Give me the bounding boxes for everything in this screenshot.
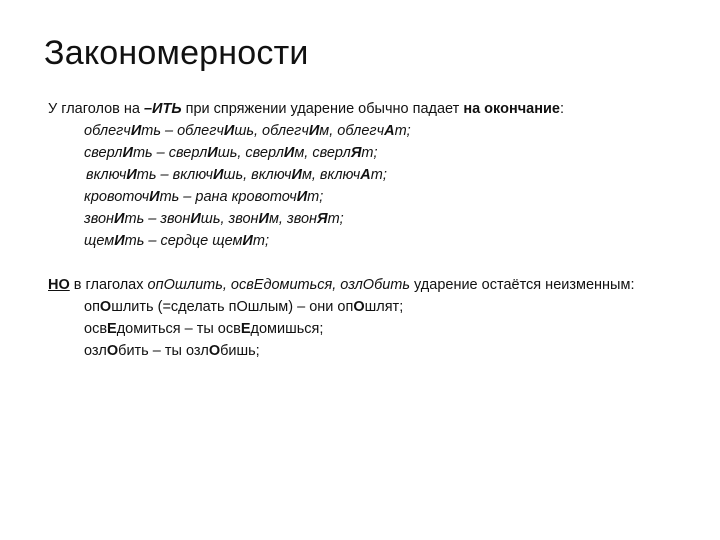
example-text: шлить (=сделать пОшлым) – они оп — [111, 299, 354, 315]
rule-text-middle: при спряжении ударение обычно падает — [181, 101, 464, 117]
example-text: м, включ — [301, 167, 361, 183]
example-text: м, облегч — [319, 123, 385, 139]
rule-emphasis-na: на — [463, 101, 481, 117]
example-text: осв — [84, 321, 108, 337]
example-text: т; — [252, 233, 269, 249]
example-text: включ — [86, 167, 127, 183]
stressed-letter: О — [208, 343, 221, 359]
example-line — [84, 230, 680, 252]
example-text: ть – сердце щем — [124, 233, 243, 249]
example-text: ть – сверл — [132, 145, 208, 161]
spacer — [48, 252, 680, 274]
example-text: оп — [84, 299, 100, 315]
stressed-letter: И — [283, 145, 295, 161]
example-text: т; — [394, 123, 411, 139]
example-line — [84, 208, 680, 230]
example-text: шь, облегч — [234, 123, 309, 139]
example-text: щем — [84, 233, 115, 249]
rule-examples-list — [48, 120, 680, 252]
stressed-letter: А — [360, 167, 371, 183]
stressed-letter: О — [353, 299, 365, 315]
stressed-letter: О — [99, 299, 112, 315]
stressed-letter: Е — [107, 321, 117, 337]
exception-paragraph — [48, 274, 680, 296]
example-line — [84, 142, 680, 164]
exception-verbs: опОшлить, освЕдомиться, озлОбить — [147, 277, 410, 293]
stressed-letter: Я — [350, 145, 362, 161]
stressed-letter: И — [291, 167, 302, 183]
exception-examples-list — [48, 296, 680, 362]
stressed-letter: И — [149, 189, 160, 205]
slide-title: Закономерности — [44, 34, 309, 72]
example-text: сверл — [84, 145, 123, 161]
example-line — [84, 296, 680, 318]
exception-marker: НО — [48, 277, 70, 293]
example-text: т; — [370, 167, 387, 183]
stressed-letter: И — [114, 233, 125, 249]
slide-body — [48, 98, 680, 362]
example-text: т; — [307, 189, 324, 205]
example-text: облегч — [84, 123, 131, 139]
example-text: бишь; — [220, 343, 260, 359]
example-text: т; — [361, 145, 378, 161]
example-text: ть – звон — [124, 211, 191, 227]
example-line — [84, 120, 680, 142]
stressed-letter: А — [384, 123, 395, 139]
example-text: шь, звон — [200, 211, 259, 227]
example-text: звон — [84, 211, 115, 227]
example-line — [84, 340, 680, 362]
example-text: м, звон — [268, 211, 318, 227]
example-text: домиться – ты осв — [116, 321, 241, 337]
example-text: шь, сверл — [217, 145, 284, 161]
stressed-letter: И — [130, 123, 142, 139]
example-text: бить – ты озл — [118, 343, 209, 359]
example-text: ть – включ — [136, 167, 213, 183]
rule-colon: : — [559, 101, 564, 117]
example-text: м, сверл — [294, 145, 351, 161]
exception-text-start: в глаголах — [69, 277, 148, 293]
stressed-letter: И — [190, 211, 201, 227]
stressed-letter: И — [308, 123, 320, 139]
exception-text-end: ударение остаётся неизменным: — [410, 277, 635, 293]
rule-text-start: У глаголов на — [48, 101, 144, 117]
rule-suffix: –ИТЬ — [143, 101, 182, 117]
stressed-letter: Е — [240, 321, 251, 337]
example-text: домишься; — [250, 321, 324, 337]
rule-emphasis-ending: окончание — [484, 101, 560, 117]
stressed-letter: И — [296, 189, 308, 205]
stressed-letter: Я — [317, 211, 328, 227]
example-line — [86, 164, 680, 186]
example-text: озл — [84, 343, 107, 359]
stressed-letter: И — [212, 167, 224, 183]
stressed-letter: О — [106, 343, 119, 359]
example-text: ть – облегч — [141, 123, 224, 139]
example-text: шь, включ — [223, 167, 292, 183]
example-text: т; — [327, 211, 344, 227]
stressed-letter: И — [242, 233, 253, 249]
stressed-letter: И — [122, 145, 133, 161]
stressed-letter: И — [258, 211, 269, 227]
example-line — [84, 318, 680, 340]
example-text: кровоточ — [84, 189, 150, 205]
rule-paragraph — [48, 98, 680, 120]
example-text: ть – рана кровоточ — [159, 189, 297, 205]
stressed-letter: И — [223, 123, 235, 139]
example-text: шлят; — [364, 299, 404, 315]
stressed-letter: И — [207, 145, 218, 161]
stressed-letter: И — [114, 211, 125, 227]
example-line — [84, 186, 680, 208]
stressed-letter: И — [126, 167, 137, 183]
